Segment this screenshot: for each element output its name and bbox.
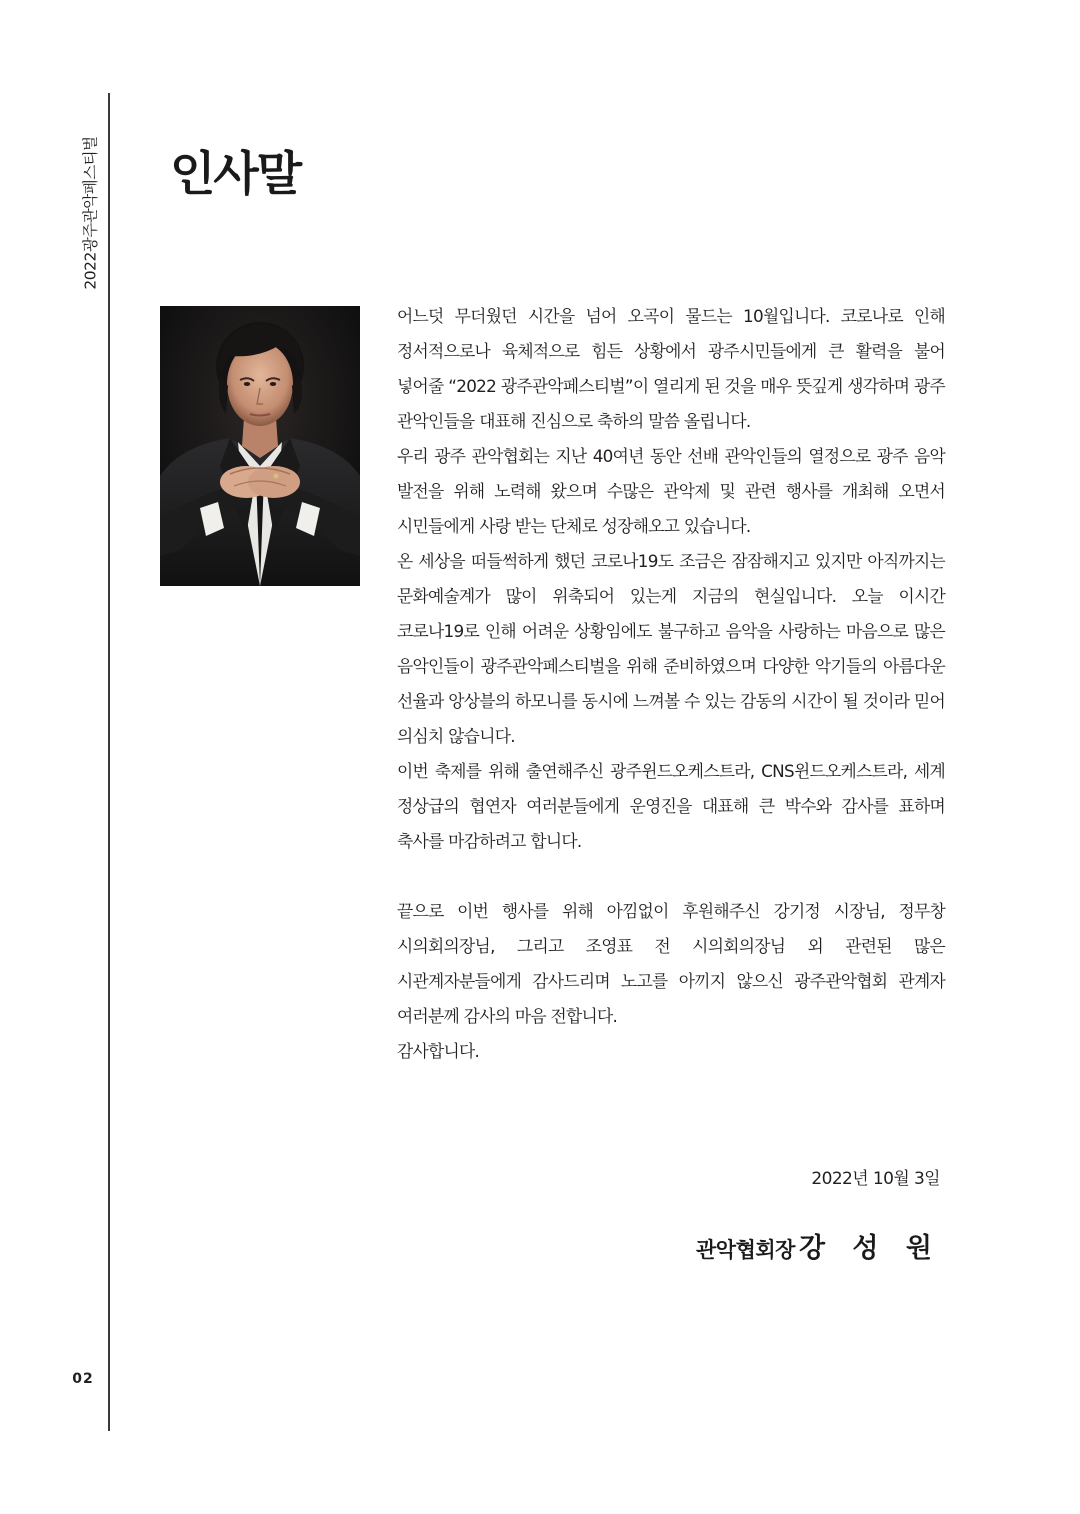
greeting-body [397, 299, 945, 1069]
paragraph: 온 세상을 떠들썩하게 했던 코로나19도 조금은 잠잠해지고 있지만 아직까지는 문화예술계가 많이 위축되어 있는게 지금의 현실입니다. 오늘 이시간 코로나19로 인해 어려운 상황임에도 불구하고 음악을 사랑하는 마음으로 많은 음악인들이 광주관악페스티벌을 위해 준비하였으며 다양한 악기들의 아름다운 선율과 앙상블의 하모니를 동시에 느껴볼 수 있는 감동의 시간이 될 것이라 믿어 의심치 않습니다. [397, 551, 945, 746]
date: 2022년 10월 3일 [811, 1169, 940, 1189]
vertical-divider [108, 93, 110, 1431]
paragraph: 우리 광주 관악협회는 지난 40여년 동안 선배 관악인들의 열정으로 광주 음악 발전을 위해 노력해 왔으며 수많은 관악제 및 관련 행사를 개최해 오면서 시민들에게 사랑 받는 단체로 성장해오고 있습니다. [397, 446, 945, 536]
signature-name: 강 성 원 [798, 1233, 941, 1264]
portrait-photo [160, 306, 360, 586]
portrait-photo-icon [160, 306, 360, 586]
page-number: 02 [72, 1371, 94, 1387]
paragraph: 감사합니다. [397, 1041, 480, 1061]
running-title [80, 128, 100, 298]
running-title-text: 2022광주관악페스티벌 [82, 136, 101, 290]
signature [560, 1226, 941, 1265]
paragraph: 어느덧 무더웠던 시간을 넘어 오곡이 물드는 10월입니다. 코로나로 인해 정서적으로나 육체적으로 힘든 상황에서 광주시민들에게 큰 활력을 불어 넣어줄 “2022 광주관악페스티벌”이 열리게 된 것을 매우 뜻깊게 생각하며 광주 관악인들을 대표해 진심으로 축하의 말씀 올립니다. [397, 306, 945, 431]
page-title: 인사말 [170, 147, 301, 202]
paragraph: 이번 축제를 위해 출연해주신 광주윈드오케스트라, CNS윈드오케스트라, 세계 정상급의 협연자 여러분들에게 운영진을 대표해 큰 박수와 감사를 표하며 축사를 마감하려고 합니다. [397, 761, 945, 851]
signature-role: 관악협회장 [696, 1237, 795, 1262]
paragraph: 끝으로 이번 행사를 위해 아낌없이 후원해주신 강기정 시장님, 정무창 시의회의장님, 그리고 조영표 전 시의회의장님 외 관련된 많은 시관계자분들에게 감사드리며 노고를 아끼지 않으신 광주관악협회 관계자 여러분께 감사의 마음 전합니다. [397, 901, 945, 1026]
